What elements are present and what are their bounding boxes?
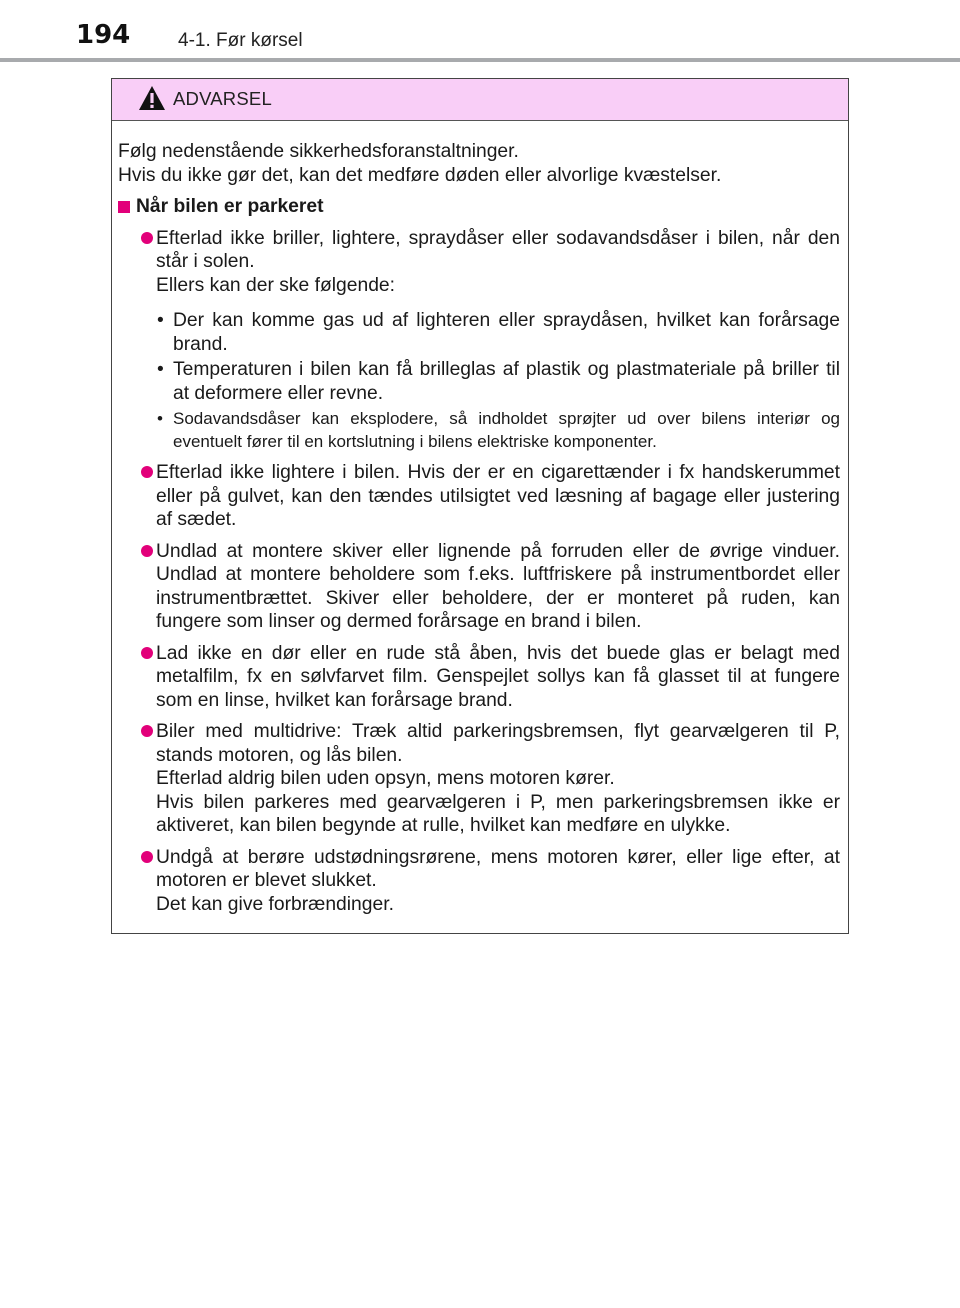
page-header	[0, 0, 960, 62]
sub-bullet-icon: •	[157, 409, 163, 428]
sub-item-text: Temperaturen i bilen kan få brilleglas af plastik og plastmateriale på briller til at deformere eller revne.	[173, 359, 840, 404]
bullet-dot-icon	[141, 647, 153, 659]
bullet-dot-icon	[141, 851, 153, 863]
warning-triangle-icon	[138, 85, 166, 111]
sub-list	[156, 309, 840, 453]
bullet-item	[118, 846, 842, 917]
bullet-item	[118, 642, 842, 713]
bullet-item	[118, 227, 842, 454]
sub-item	[156, 309, 840, 356]
bullet-dot-icon	[141, 545, 153, 557]
bullet-text: Det kan give forbrændinger.	[156, 893, 394, 915]
warning-title: ADVARSEL	[173, 88, 272, 109]
bullet-item	[118, 461, 842, 532]
sub-bullet-icon: •	[157, 310, 164, 331]
warning-body	[112, 121, 848, 916]
subheading-text: Når bilen er parkeret	[136, 196, 324, 217]
square-bullet-icon	[118, 201, 130, 213]
bullet-list	[118, 227, 842, 917]
bullet-text: Undgå at berøre udstødningsrørene, mens motoren kører, eller lige efter, at motoren er blevet slukket.	[156, 846, 840, 891]
section-title: 4-1. Før kørsel	[178, 30, 303, 51]
bullet-item	[118, 720, 842, 838]
bullet-text: Lad ikke en dør eller en rude stå åben, hvis det buede glas er belagt med metalfilm, fx en sølvfarvet film. Genspejlet sollys kan få glasset til at fungere som en linse, hvilket kan forårsage brand.	[156, 642, 840, 711]
bullet-text: Ellers kan der ske følgende:	[156, 274, 395, 296]
sub-item	[156, 358, 840, 405]
bullet-text: Hvis bilen parkeres med gearvælgeren i P, men parkeringsbremsen ikke er aktiveret, kan bilen begynde at rulle, hvilket kan medføre en ulykke.	[156, 791, 840, 836]
warning-intro	[118, 140, 842, 187]
bullet-dot-icon	[141, 725, 153, 737]
intro-line: Hvis du ikke gør det, kan det medføre døden eller alvorlige kvæstelser.	[118, 164, 722, 186]
subheading	[118, 195, 842, 219]
page-number: 194	[76, 20, 131, 50]
sub-item-text: Sodavandsdåser kan eksplodere, så indholdet sprøjter ud over bilens interiør og eventuelt fører til en kortslutning i bilens elektriske komponenter.	[173, 409, 840, 451]
sub-bullet-icon: •	[157, 359, 164, 380]
sub-item-text: Der kan komme gas ud af lighteren eller spraydåsen, hvilket kan forårsage brand.	[173, 310, 840, 355]
intro-line: Følg nedenstående sikkerhedsforanstaltninger.	[118, 141, 519, 162]
bullet-text: Biler med multidrive: Træk altid parkeringsbremsen, flyt gearvælgeren til P, stands motoren, og lås bilen.	[156, 721, 840, 766]
bullet-dot-icon	[141, 232, 153, 244]
warning-box	[111, 78, 849, 934]
bullet-text: Efterlad ikke lightere i bilen. Hvis der er en cigarettænder i fx handskerummet eller på gulvet, kan den tændes utilsigtet ved læsning af bagage eller justering af sædet.	[156, 462, 840, 530]
sub-item	[156, 407, 840, 453]
header-divider	[0, 58, 960, 62]
warning-header	[112, 79, 848, 121]
bullet-text: Efterlad ikke briller, lightere, spraydåser eller sodavandsdåser i bilen, når den står i solen.	[156, 227, 840, 272]
bullet-text: Undlad at montere skiver eller lignende på forruden eller de øvrige vinduer. Undlad at montere beholdere som f.eks. luftfriskere på instrumentbordet eller instrumentbrættet. Skiver eller beholdere, der er monteret på ruden, kan fungere som linser og dermed forårsage en brand i bilen.	[156, 540, 840, 632]
bullet-item	[118, 540, 842, 634]
bullet-text: Efterlad aldrig bilen uden opsyn, mens motoren kører.	[156, 768, 615, 789]
bullet-dot-icon	[141, 466, 153, 478]
